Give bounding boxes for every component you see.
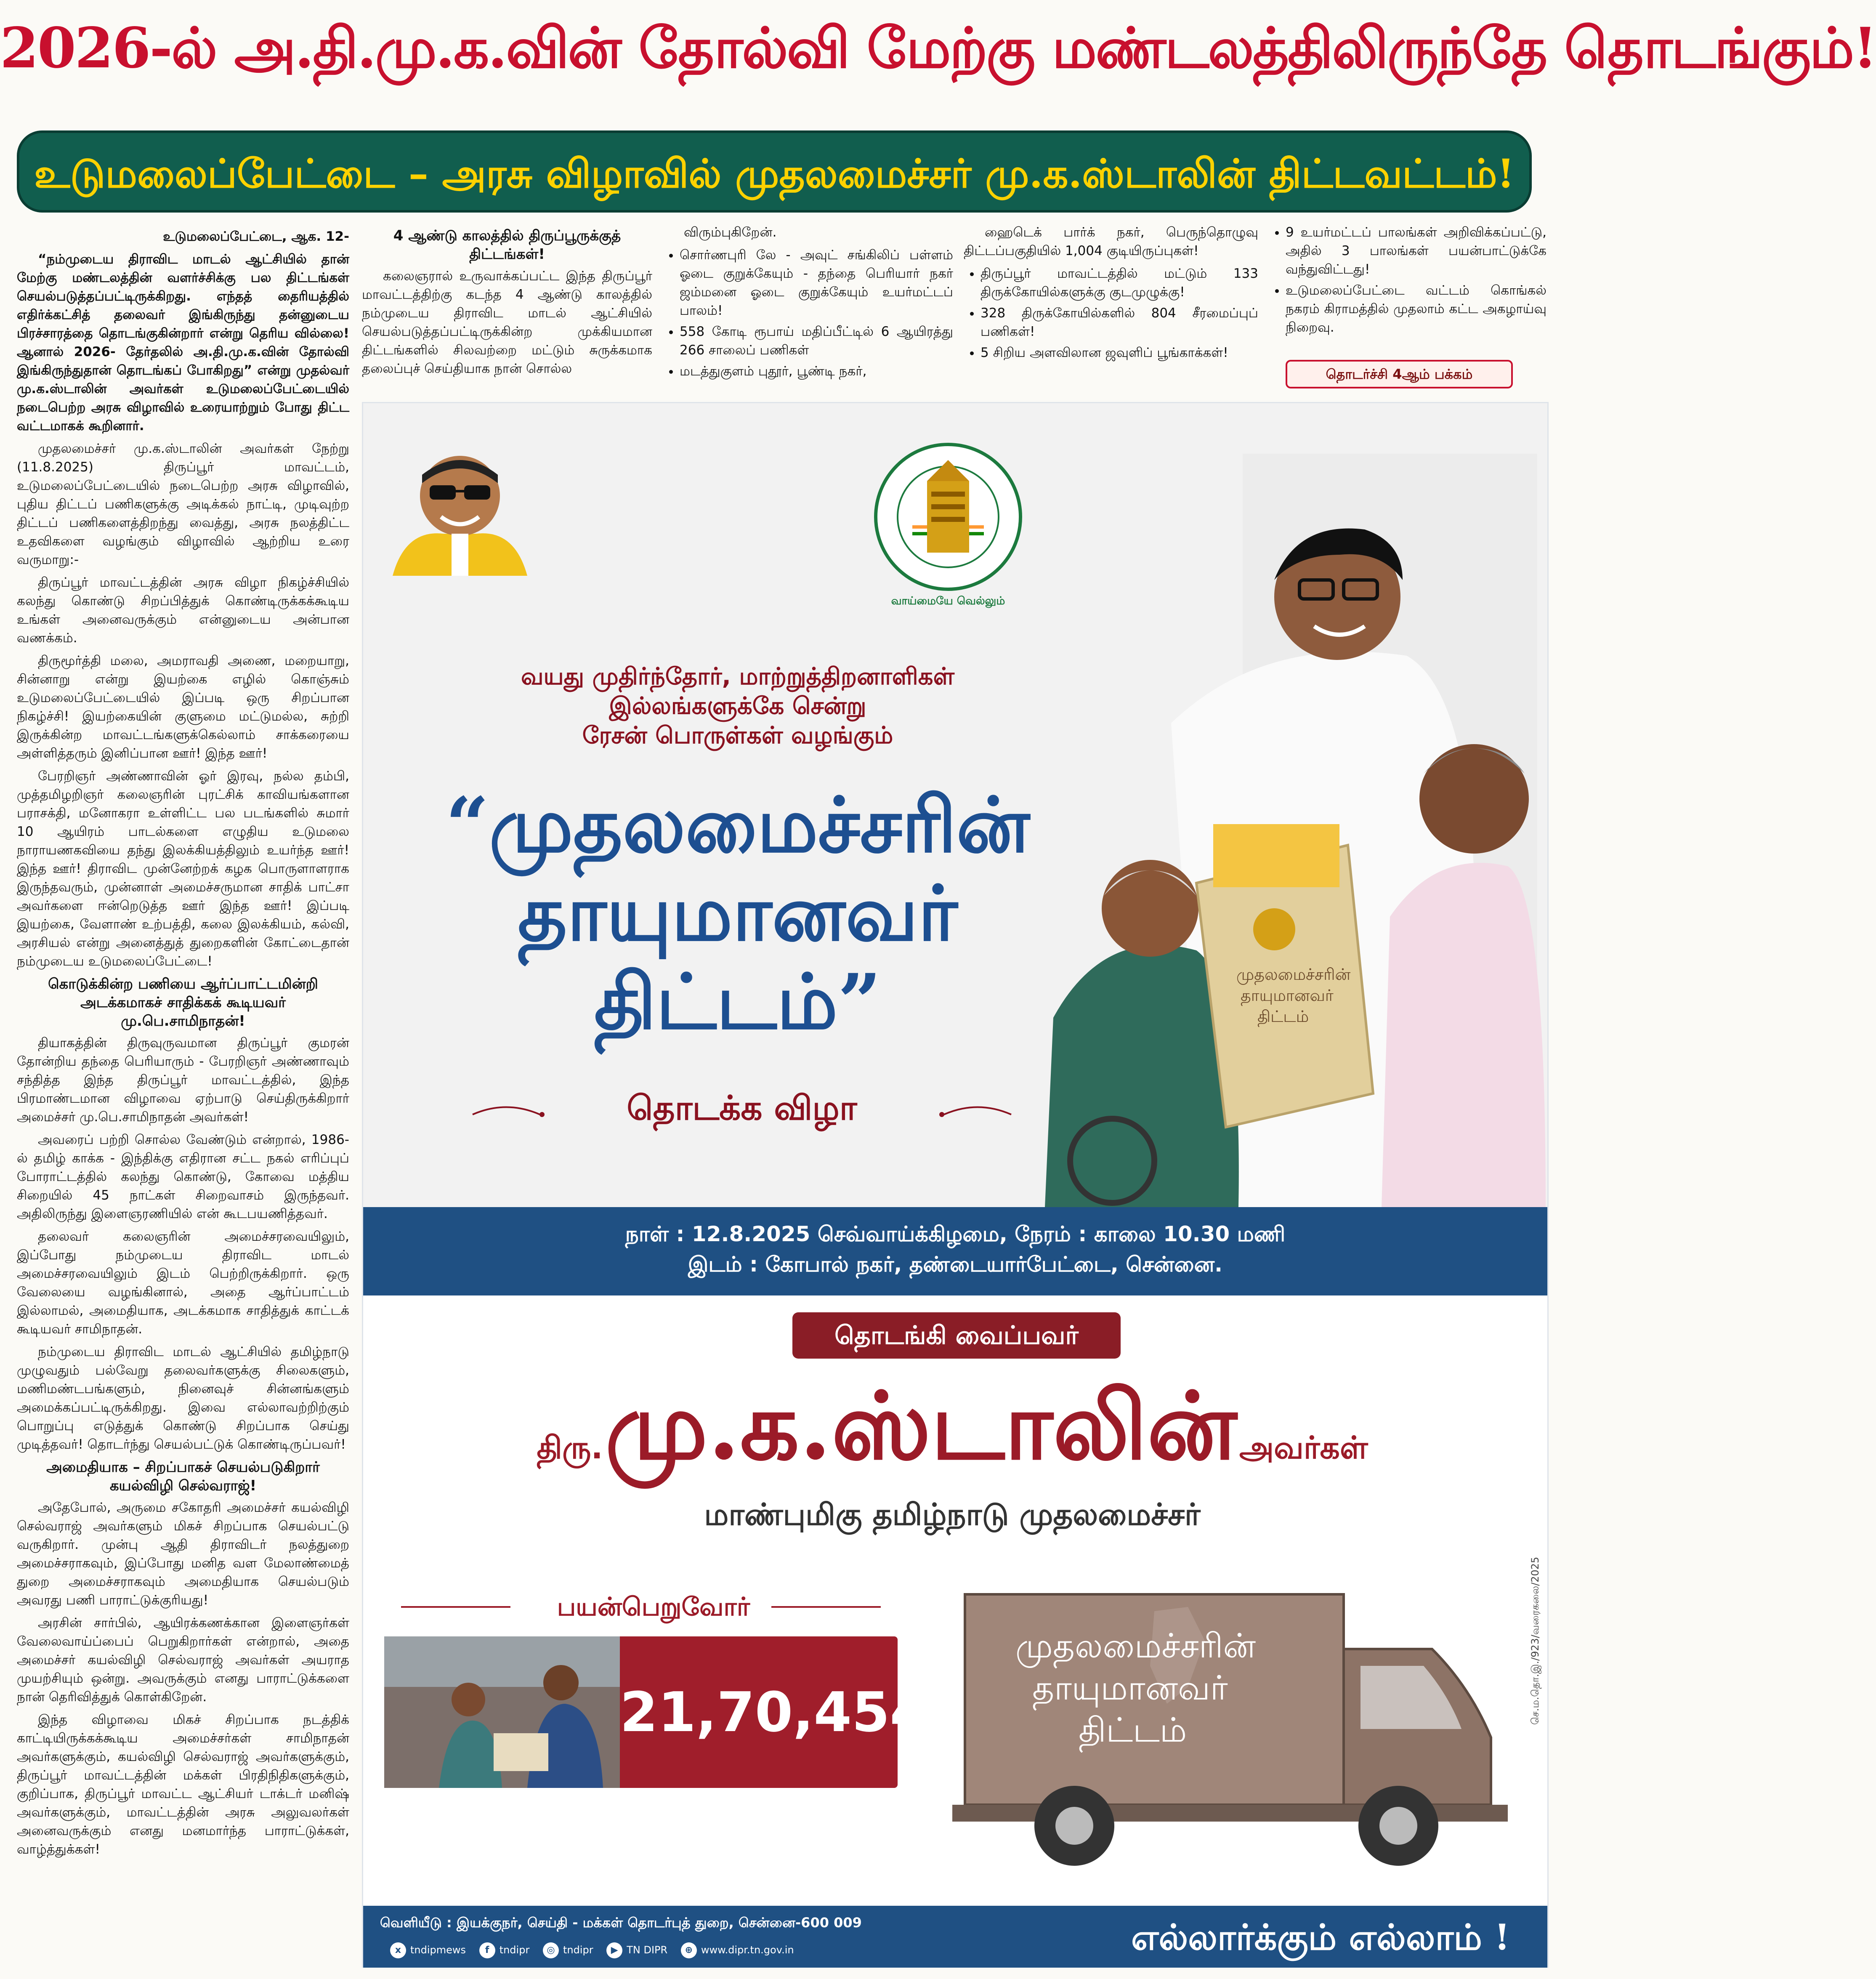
ad-footer xyxy=(363,1906,1547,1968)
karunanidhi-portrait-icon xyxy=(393,437,527,576)
subheadline-banner: உடுமலைப்பேட்டை – அரசு விழாவில் முதலமைச்சர் மு.க.ஸ்டாலின் திட்டவட்டம்! xyxy=(17,130,1532,213)
publisher-credit: செ.ம.தொ.இ./923/வரைகலை/2025 xyxy=(1529,1556,1541,1725)
continued-on-page-badge: தொடர்ச்சி 4ஆம் பக்கம் xyxy=(1286,360,1513,388)
project-list xyxy=(663,246,953,380)
van-label: தாயுமானவர் xyxy=(1032,1668,1228,1708)
event-date-time: நாள் : 12.8.2025 செவ்வாய்க்கிழமை, நேரம் : காலை 10.30 மணி xyxy=(625,1222,1286,1246)
article-column-1 xyxy=(17,227,349,1966)
article-lead: “நம்முடைய திராவிட மாடல் ஆட்சியில் தான் மேற்கு மண்டலத்தின் வளர்ச்சிக்கு பல திட்டங்கள் செயல்படுத்தப்பட்டிருக்கிறது. எந்தத் தைரியத்தில் எதிர்க்கட்சித் தலைவர் இங்கிருந்து தன்னுடைய பிரச்சாரத்தை தொடங்குகின்றார் என்று தெரிய வில்லை! ஆனால் 2026- தேர்தலில் அ.தி.மு.க.வின் தோல்வி இங்கிருந்துதான் தொடங்கப் போகிறது” என்று முதல்வர் மு.க.ஸ்டாலின் அவர்கள் உடுமலைப்பேட்டையில் நடைபெற்ற அரசு விழாவில் உரையாற்றும் போது திட்ட வட்டமாகக் கூறினார். xyxy=(17,252,349,434)
van-label: திட்டம் xyxy=(1079,1710,1187,1750)
subheading: அமைதியாக – சிறப்பாகச் செயல்படுகிறார் கயல்விழி செல்வராஜ்! xyxy=(46,1459,320,1494)
event-venue: இடம் : கோபால் நகர், தண்டையார்பேட்டை, சென்னை. xyxy=(688,1252,1223,1277)
website-link[interactable]: www.dipr.tn.gov.in xyxy=(701,1944,794,1956)
chief-minister-name-line xyxy=(447,1371,1457,1498)
chief-minister-distributing-bag-photo-icon xyxy=(1045,454,1546,1207)
instagram-icon: ◎ xyxy=(543,1942,559,1958)
beneficiaries-label: பயன்பெறுவோர் xyxy=(557,1592,750,1622)
article-paragraph: முதலமைச்சர் மு.க.ஸ்டாலின் அவர்கள் நேற்று (11.8.2025) திருப்பூர் மாவட்டம், உடுமலைப்பேட்டையில் நடைபெற்ற அரசு விழாவில், புதிய திட்டப் பணிகளுக்கு அடிக்கல் நாட்டி, முடிவுற்ற திட்டப் பணிகளைத்திறந்து வைத்து, அரசு நலத்திட்ட உதவிகளை வழங்கும் விழாவில் ஆற்றிய உரை வருமாறு:- xyxy=(17,441,349,567)
article-column-5 xyxy=(1269,223,1547,354)
event-details-bar xyxy=(363,1207,1547,1295)
social-links xyxy=(380,1939,1095,1960)
tamil-nadu-emblem-icon xyxy=(872,441,1024,593)
article-column-4 xyxy=(964,223,1258,400)
article-paragraph: இந்த விழாவை மிகச் சிறப்பாக நடத்திக் காட்டியிருக்கக்கூடிய அமைச்சர்கள் சாமிநாதன் அவர்களுக்கும், கயல்விழி செல்வராஜ் அவர்களுக்கும், திருப்பூர் மாவட்டத்தின் மக்கள் பிரதிநிதிகளுக்கும், குறிப்பாக, திருப்பூர் மாவட்ட ஆட்சியர் டாக்டர் மனிஷ் அவர்களுக்கும், மாவட்டத்தின் அரசு அலுவலர்கள் அனைவருக்கும் எனது மனமார்ந்த பாராட்டுக்கள், வாழ்த்துக்கள்! xyxy=(17,1712,349,1857)
project-list xyxy=(964,264,1258,362)
list-item: • 9 உயர்மட்டப் பாலங்கள் அறிவிக்கப்பட்டு, அதில் 3 பாலங்கள் பயன்பாட்டுக்கே வந்துவிட்டது! xyxy=(1286,223,1547,279)
ad-intro-line: ரேசன் பொருள்கள் வழங்கும் xyxy=(582,722,893,749)
inaugurated-by-badge: தொடங்கி வைப்பவர் xyxy=(792,1312,1121,1359)
article-paragraph: விரும்புகிறேன். xyxy=(684,225,777,240)
beneficiary-count: 21,70,454 xyxy=(620,1680,928,1744)
article-paragraph: பேரறிஞர் அண்ணாவின் ஓர் இரவு, நல்ல தம்பி, முத்தமிழறிஞர் கலைஞரின் புரட்சிக் காவியங்களான பராசக்தி, மனோகரா உள்ளிட்ட பல படங்களில் சுமார் 10 ஆயிரம் பாடல்களை எழுதிய உடுமலை நாராயணகவியை தந்து இலக்கியத்திலும் உயர்ந்த ஊர்! இந்த ஊர்! திராவிட முன்னேற்றக் கழக பொருளாளராக இருந்தவரும், முன்னாள் அமைச்சருமான சாதிக் பாட்சா அவர்களை ஈன்றெடுத்த ஊர் இந்த ஊர்! இப்படி இயற்கை, வேளாண் உற்பத்தி, கலை இலக்கியம், கல்வி, அரசியல் என்று அனைத்துத் துறைகளின் கோட்டைதான் நம்முடைய உடுமலைப்பேட்டை! xyxy=(17,769,349,969)
ad-intro-line: இல்லங்களுக்கே சென்று xyxy=(609,692,866,720)
ad-hero xyxy=(363,403,1547,1207)
social-handle[interactable]: tndipmews xyxy=(410,1944,466,1956)
name-suffix: அவர்கள் xyxy=(1239,1430,1368,1466)
bag-label: திட்டம் xyxy=(1257,1007,1309,1026)
name-prefix: திரு. xyxy=(537,1430,603,1466)
scheme-title-line: தாயுமானவர் xyxy=(518,869,958,958)
article-paragraph: தலைவர் கலைஞரின் அமைச்சரவையிலும், இப்போது நம்முடைய திராவிட மாடல் அமைச்சரவையிலும் இடம் பெற்றிருக்கிறார். ஒரு வேலையை வழங்கினால், அதை ஆர்ப்பாட்டம் இல்லாமல், அமைதியாக, அடக்கமாக சாதித்துக் காட்டக் கூடியவர் சாமிநாதன். xyxy=(17,1229,349,1337)
designation: மாண்புமிகு தமிழ்நாடு முதலமைச்சர் xyxy=(704,1497,1201,1532)
social-handle[interactable]: tndipr xyxy=(499,1944,530,1956)
emblem-motto: வாய்மையே வெல்லும் xyxy=(891,595,1005,607)
article-paragraph: ஹைடெக் பார்க் நகர், பெருந்தொழுவு திட்டப்பகுதியில் 1,004 குடியிருப்புகள்! xyxy=(964,225,1258,258)
government-advertisement xyxy=(362,402,1549,1968)
slogan: எல்லார்க்கும் எல்லாம் ! xyxy=(1131,1916,1510,1958)
list-item: • 5 சிறிய அளவிலான ஜவுளிப் பூங்காக்கள்! xyxy=(981,343,1258,362)
article-paragraph: அரசின் சார்பில், ஆயிரக்கணக்கான இளைஞர்கள் வேலைவாய்ப்பைப் பெறுகிறார்கள் என்றால், அதை அமைச்சர் கயல்விழி செல்வராஜ் அவர்கள் அயராத முயற்சியும் ஒன்று. அவருக்கும் எனது பாராட்டுக்களை நான் தெரிவித்துக் கொள்கிறேன். xyxy=(17,1615,349,1705)
article-paragraph: கலைஞரால் உருவாக்கப்பட்ட இந்த திருப்பூர் மாவட்டத்திற்கு கடந்த 4 ஆண்டு காலத்தில் நம்முடைய திராவிட மாடல் ஆட்சியில் செயல்படுத்தப்பட்டிருக்கின்ற முக்கியமான திட்டங்களில் சிலவற்றை மட்டும் சுருக்கமாக தலைப்புச் செய்தியாக நான் சொல்ல xyxy=(362,269,652,376)
launch-ceremony-label: தொடக்க விழா xyxy=(627,1088,857,1128)
chief-minister-name: மு.க.ஸ்டாலின் xyxy=(605,1371,1237,1480)
list-item: • திருப்பூர் மாவட்டத்தில் மட்டும் 133 திருக்கோயில்களுக்கு குடமுழுக்கு! xyxy=(981,264,1258,301)
bag-label: தாயுமானவர் xyxy=(1241,986,1334,1005)
list-item: • 328 திருக்கோயில்களில் 804 சீரமைப்புப் பணிகள்! xyxy=(981,304,1258,341)
list-item: • சொர்ணபுரி லே - அவுட் சங்கிலிப் பள்ளம் ஓடை குறுக்கேயும் - தந்தை பெரியார் நகர் ஜம்மனை ஓடை குறுக்கேயும் உயர்மட்டப் பாலம்! xyxy=(680,246,953,320)
list-item: • மடத்துகுளம் புதூர், பூண்டி நகர், xyxy=(680,362,953,380)
headline: 2026-ல் அ.தி.மு.க.வின் தோல்வி மேற்கு மண்டலத்திலிருந்தே தொடங்கும்! xyxy=(0,16,1876,81)
social-handle[interactable]: TN DIPR xyxy=(627,1944,668,1956)
delivery-van-icon xyxy=(952,1577,1529,1872)
project-list xyxy=(1269,223,1547,337)
scheme-title-line: திட்டம்” xyxy=(594,958,882,1046)
list-item: • உடுமலைப்பேட்டை வட்டம் கொங்கல் நகரம் கிராமத்தில் முதலாம் கட்ட அகழாய்வு நிறைவு. xyxy=(1286,281,1547,337)
article-paragraph: தியாகத்தின் திருவுருவமான திருப்பூர் குமரன் தோன்றிய தந்தை பெரியாரும் - பேரறிஞர் அண்ணாவும் சந்தித்த இந்த திருப்பூர் மாவட்டத்தில், இந்த பிரமாண்டமான விழாவை ஏற்பாடு செய்திருக்கிறார் அமைச்சர் மு.பெ.சாமிநாதன் அவர்கள்! xyxy=(17,1035,349,1125)
social-handle[interactable]: tndipr xyxy=(563,1944,593,1956)
van-label: முதலமைச்சரின் xyxy=(1015,1626,1256,1665)
scheme-title-line: “முதலமைச்சரின் xyxy=(445,781,1030,870)
ad-intro-line: வயது முதிர்ந்தோர், மாற்றுத்திறனாளிகள் xyxy=(521,663,954,690)
dateline: உடுமலைப்பேட்டை, ஆக. 12- xyxy=(163,229,349,244)
home-delivery-photo-icon xyxy=(384,1636,620,1788)
article-paragraph: அதேபோல், அருமை சகோதரி அமைச்சர் கயல்விழி செல்வராஜ் அவர்களும் மிகச் சிறப்பாக செயல்பட்டு வருகிறார். முன்பு ஆதி திராவிடர் நலத்துறை அமைச்சராகவும், இப்போது மனித வள மேலாண்மைத் துறை அமைச்சராகவும் அமைதியாக செயல்படும் அவரது பணி பாராட்டுக்குரியது! xyxy=(17,1500,349,1608)
article-column-2 xyxy=(362,223,652,400)
globe-icon: ⊕ xyxy=(681,1942,697,1958)
article-paragraph: திருப்பூர் மாவட்டத்தின் அரசு விழா நிகழ்ச்சியில் கலந்து கொண்டு சிறப்பித்துக் கொண்டிருக்கக்கூடிய உங்கள் அனைவருக்கும் என்னுடைய அன்பான வணக்கம். xyxy=(17,575,349,646)
list-item: • 558 கோடி ரூபாய் மதிப்பீட்டில் 6 ஆயிரத்து 266 சாலைப் பணிகள் xyxy=(680,322,953,359)
article-column-3 xyxy=(663,223,953,400)
bag-label: முதலமைச்சரின் xyxy=(1236,965,1351,984)
youtube-icon: ▶ xyxy=(606,1942,622,1958)
subheading: 4 ஆண்டு காலத்தில் திருப்பூருக்குத் திட்டங்கள்! xyxy=(393,227,621,263)
article-paragraph: நம்முடைய திராவிட மாடல் ஆட்சியில் தமிழ்நாடு முழுவதும் பல்வேறு தலைவர்களுக்கு சிலைகளும், மணிமண்டபங்களும், நினைவுச் சின்னங்களும் அமைக்கப்பட்டிருக்கிறது. இவை எல்லாவற்றிற்கும் பொறுப்பு எடுத்துக் கொண்டு சிறப்பாக செய்து முடித்தவர்! தொடர்ந்து செயல்பட்டுக் கொண்டிருப்பவர்! xyxy=(17,1344,349,1452)
twitter-icon: x xyxy=(390,1942,406,1958)
facebook-icon: f xyxy=(479,1942,495,1958)
beneficiary-count-panel xyxy=(384,1636,928,1788)
subheading: கொடுக்கின்ற பணியை ஆர்ப்பாட்டமின்றி அடக்கமாகச் சாதிக்கக் கூடியவர் மு.பெ.சாமிநாதன்! xyxy=(48,976,318,1029)
publisher-line: வெளியீடு : இயக்குநர், செய்தி - மக்கள் தொடர்புத் துறை, சென்னை-600 009 xyxy=(380,1915,862,1931)
article-paragraph: அவரைப் பற்றி சொல்ல வேண்டும் என்றால், 1986-ல் தமிழ் காக்க - இந்திக்கு எதிரான சட்ட நகல் எரிப்புப் போராட்டத்தில் கலந்து கொண்டு, கோவை மத்திய சிறையில் 45 நாட்கள் சிறைவாசம் இருந்தவர். அதிலிருந்து இளைஞரணியில் என் கூடபயணித்தவர். xyxy=(17,1132,349,1221)
article-paragraph: திருமூர்த்தி மலை, அமராவதி அணை, மறையாறு, சின்னாறு என்று இயற்கை எழில் கொஞ்சும் உடுமலைப்பேட்டையில் இப்படி ஒரு சிறப்பான நிகழ்ச்சி! இயற்கையின் குளுமை மட்டுமல்ல, சுற்றி இருக்கின்ற மாவட்டங்களுக்கெல்லாம் சாக்கரையை அள்ளித்தரும் இனிப்பான ஊர்! இந்த ஊர்! xyxy=(17,653,349,761)
